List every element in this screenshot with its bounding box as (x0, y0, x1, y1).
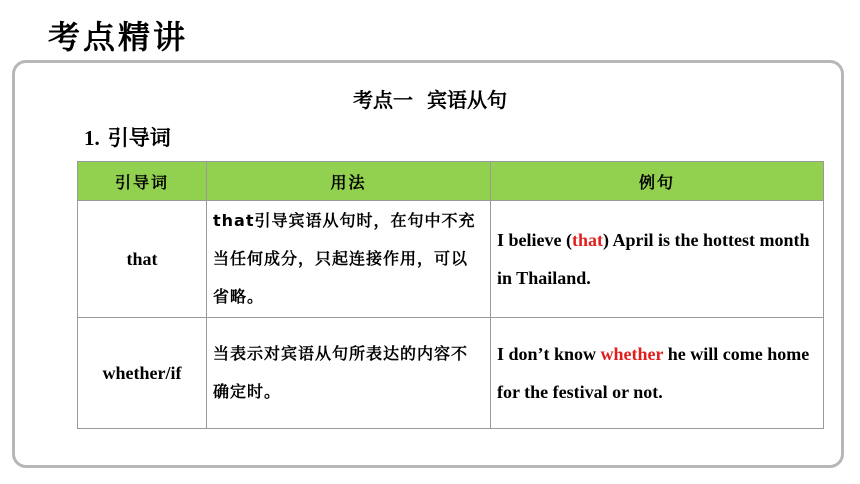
example-text: ) April is the hottest month in Thailand. (497, 230, 810, 288)
highlighted-word: that (571, 230, 603, 250)
header-example: 例句 (491, 162, 824, 201)
usage-cell: 当表示对宾语从句所表达的内容不确定时。 (207, 318, 491, 429)
example-cell (491, 201, 824, 318)
table-header-row (78, 162, 824, 201)
example-text: I don’t know (497, 344, 601, 364)
example-text: he will come home for the festival or not. (497, 344, 814, 402)
table-row (78, 201, 824, 318)
header-conjunction: 引导词 (78, 162, 207, 201)
conjunction-table (77, 161, 824, 429)
example-cell (491, 318, 824, 429)
section-title: 考点一 宾语从句 (353, 88, 507, 112)
sub-heading-number: 1. (84, 126, 100, 150)
highlighted-word: whether (600, 344, 664, 364)
sub-heading-label: 引导词 (107, 126, 171, 150)
usage-cell: that引导宾语从句时，在句中不充当任何成分，只起连接作用，可以省略。 (207, 201, 491, 318)
table-row (78, 318, 824, 429)
conjunction-cell: that (78, 201, 207, 318)
conjunction-cell: whether/if (78, 318, 207, 429)
sub-heading (84, 122, 171, 152)
example-text: I believe ( (497, 230, 572, 250)
header-usage: 用法 (207, 162, 491, 201)
page-title: 考点精讲 (48, 18, 189, 56)
